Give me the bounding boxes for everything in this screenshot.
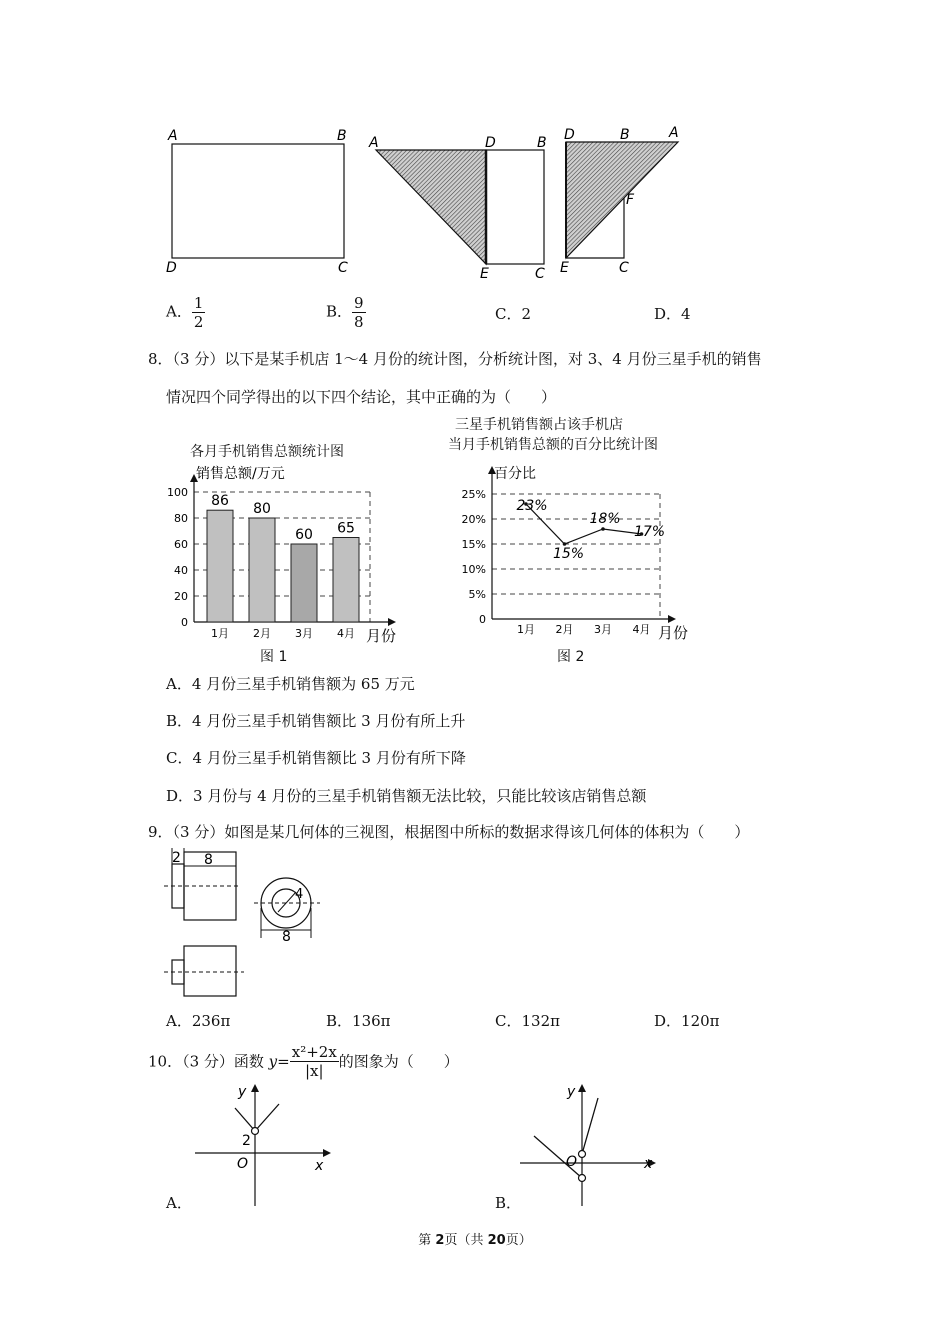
chart2-ytick: 20%	[461, 513, 486, 526]
chart1-bar	[249, 518, 275, 622]
chart1-x-arrow	[388, 618, 396, 626]
q7-fig2-label: C	[535, 266, 545, 282]
q9-option-d[interactable]: D．120π	[654, 1012, 720, 1030]
q7-fig2-label: D	[485, 135, 496, 151]
q7-option-c[interactable]: C．2	[495, 305, 532, 323]
q10-stem: 10．（3 分）函数 y= $\frac{\text{x²+2x}}{|x|}$ 的图象为（ ）	[148, 1043, 459, 1080]
chart1-data-label: 86	[211, 493, 229, 510]
q8-option-c[interactable]: C．4 月份三星手机销售额比 3 月份有所下降	[166, 749, 466, 767]
chart1-ytick: 0	[181, 616, 188, 629]
chart1-xtick: 3月	[295, 627, 313, 640]
q9-dim: 4	[295, 887, 304, 902]
q9-option-b[interactable]: B．136π	[326, 1012, 391, 1030]
q10-graph-b-ylabel: y	[567, 1084, 576, 1100]
chart1-caption: 图 1	[260, 649, 288, 665]
q9-dim: 8	[204, 852, 213, 868]
chart1-ytick: 40	[174, 564, 188, 577]
q9-option-c[interactable]: C．132π	[495, 1012, 560, 1030]
q10-graph-a-origin: O	[237, 1156, 249, 1172]
chart2-data-label: 15%	[552, 546, 585, 562]
q7-fig2-triangle	[376, 150, 486, 264]
q10-option-a[interactable]: A．	[166, 1194, 192, 1212]
chart1-ytick: 80	[174, 512, 188, 525]
chart1-ytick: 20	[174, 590, 188, 603]
q9-stem: 9．（3 分）如图是某几何体的三视图，根据图中所标的数据求得该几何体的体积为（ ）	[148, 823, 750, 841]
q10-graph-a-ylabel: y	[238, 1084, 247, 1100]
q8-stem-line2: 情况四个同学得出的以下四个结论，其中正确的为（ ）	[166, 388, 557, 406]
chart2-ytick: 5%	[468, 588, 486, 601]
chart2-xtick: 3月	[594, 623, 612, 636]
chart1-ytick: 60	[174, 538, 188, 551]
chart1-bar	[333, 538, 359, 623]
chart1-xtick: 2月	[253, 627, 271, 640]
chart1-bar	[291, 544, 317, 622]
q7-fig2-label: E	[480, 266, 489, 282]
chart2-x-arrow	[668, 615, 676, 623]
q7-fig3-label: B	[620, 127, 630, 143]
chart2-ylabel: 百分比	[494, 466, 536, 482]
q10-graph-b-origin: O	[566, 1154, 578, 1170]
chart1-title: 各月手机销售总额统计图	[190, 444, 344, 460]
q7-fig2-label: B	[537, 135, 547, 151]
q9-three-views	[160, 848, 330, 1004]
chart2-data-label: 23%	[516, 498, 548, 514]
q10-graph-b-xlabel: x	[644, 1156, 653, 1172]
q7-fig2-label: A	[369, 135, 379, 151]
q7-fig3-label: F	[626, 192, 635, 208]
q7-fig1-rect	[172, 144, 344, 258]
q10-graph-a-xlabel: x	[315, 1158, 324, 1174]
chart1-bar	[207, 510, 233, 622]
q10-graph-a-mark: 2	[242, 1133, 251, 1149]
q9-dim: 8	[282, 929, 291, 945]
q7-fig3-label: C	[619, 260, 629, 276]
chart1-xlabel: 月份	[366, 627, 397, 645]
q7-option-a[interactable]: A． $\frac{1}{2}$	[166, 294, 204, 331]
q10-graph-a	[185, 1078, 335, 1208]
q8-option-d[interactable]: D．3 月份与 4 月份的三星手机销售额无法比较，只能比较该店销售总额	[166, 787, 647, 805]
chart2-title-line2: 当月手机销售总额的百分比统计图	[448, 437, 658, 453]
chart2-title-line1: 三星手机销售额占该手机店	[455, 417, 623, 433]
chart1-data-label: 60	[295, 527, 313, 543]
chart2-point	[601, 527, 605, 531]
chart2-xtick: 2月	[555, 623, 574, 636]
chart2-ytick: 10%	[461, 563, 486, 576]
q9-option-a[interactable]: A．236π	[166, 1012, 231, 1030]
chart2-xtick: 1月	[517, 623, 535, 636]
chart2-caption: 图 2	[557, 649, 585, 665]
q7-fig1-label: C	[338, 260, 348, 276]
q7-option-b[interactable]: B． $\frac{9}{8}$	[326, 294, 364, 331]
q7-fig3-label: D	[564, 127, 575, 143]
q7-fig1-label: B	[337, 128, 347, 144]
q7-fig1-label: D	[166, 260, 177, 276]
q10-fraction: $\frac{\text{x²+2x}}{|x|}$	[291, 1043, 337, 1080]
q7-option-d[interactable]: D．4	[654, 305, 691, 323]
chart2-ytick: 15%	[461, 538, 486, 551]
chart2-xlabel: 月份	[658, 624, 689, 642]
line-chart	[450, 458, 700, 658]
q10-option-b[interactable]: B．	[495, 1194, 522, 1212]
q7-fig2-rect	[486, 150, 544, 264]
q9-dim: 2	[172, 850, 181, 866]
q8-option-a[interactable]: A．4 月份三星手机销售额为 65 万元	[166, 675, 415, 693]
q7-fig3-label: E	[560, 260, 569, 276]
chart1-xtick: 4月	[337, 627, 355, 640]
bar-chart	[160, 458, 430, 658]
q7-fig3-triangle	[566, 142, 678, 258]
chart1-xtick: 1月	[211, 627, 229, 640]
chart2-xtick: 4月	[632, 623, 651, 636]
q8-option-b[interactable]: B．4 月份三星手机销售额比 3 月份有所上升	[166, 712, 466, 730]
page-footer: 第 2页（共 20页）	[418, 1233, 532, 1248]
chart2-data-label: 17%	[633, 524, 666, 540]
chart1-ylabel: 销售总额/万元	[196, 466, 285, 482]
q7-fig1-label: A	[168, 128, 178, 144]
q8-stem-line1: 8．（3 分）以下是某手机店 1～4 月份的统计图，分析统计图，对 3、4 月份三星手机的销售	[148, 350, 762, 368]
q7-fig3-label: A	[669, 125, 679, 141]
q10-graph-b	[510, 1078, 660, 1208]
chart2-ytick: 25%	[461, 488, 486, 501]
chart2-ytick: 0	[479, 613, 486, 626]
chart2-data-label: 18%	[589, 511, 621, 527]
chart1-ytick: 100	[167, 486, 188, 499]
chart1-data-label: 80	[253, 501, 271, 517]
q7-figures	[150, 118, 710, 288]
chart1-data-label: 65	[337, 520, 355, 537]
